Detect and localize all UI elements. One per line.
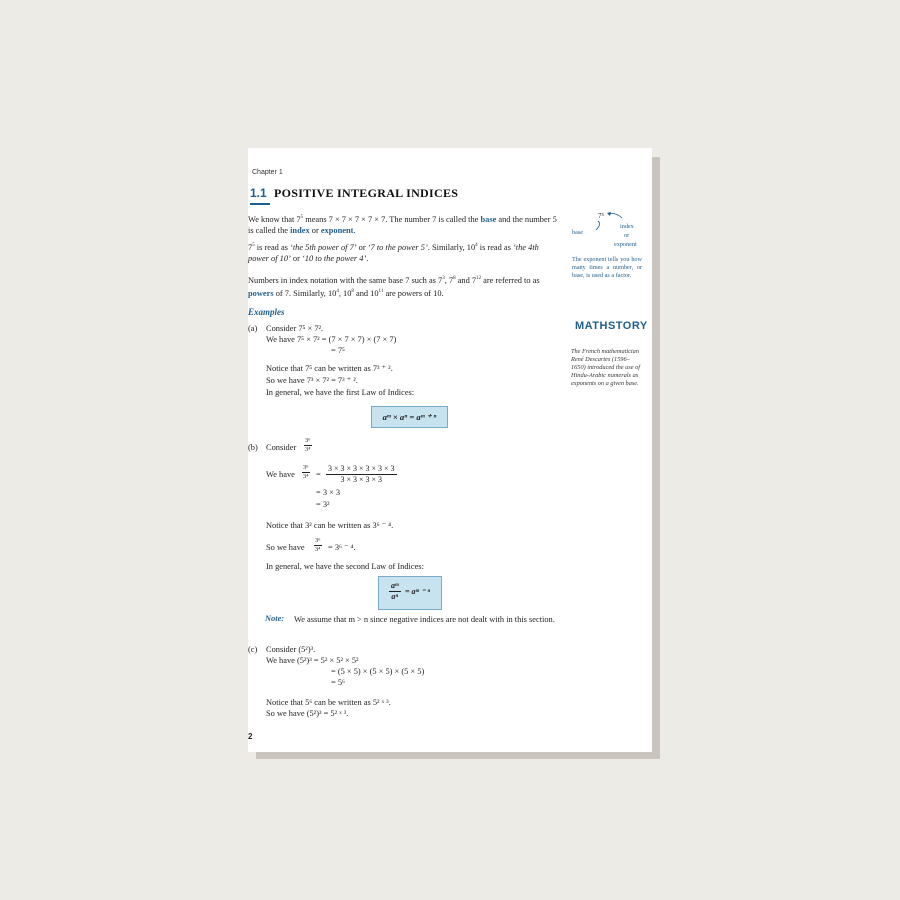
- first-law-box: aᵐ × aⁿ = aᵐ ⁺ ⁿ: [371, 406, 448, 428]
- example-b-expanded-fraction: 3 × 3 × 3 × 3 × 3 × 3 3 × 3 × 3 × 3: [328, 464, 395, 484]
- example-a-line-2: We have 7⁵ × 7² = (7 × 7 × 7) × (7 × 7): [266, 335, 397, 344]
- page-number: 2: [248, 732, 253, 741]
- example-b-equals: =: [316, 470, 321, 479]
- example-c-line-1: Consider (5²)³.: [266, 645, 316, 654]
- second-law-box: aᵐ aⁿ = aᵐ ⁻ ⁿ: [378, 576, 442, 610]
- example-b-line-3: = 3 × 3: [316, 488, 341, 497]
- diagram-arrows: [572, 210, 646, 234]
- example-c-line-3: = (5 × 5) × (5 × 5) × (5 × 5): [331, 667, 425, 676]
- exponent-tip: The exponent tells you how many times a number, or base, is used as a factor.: [572, 256, 642, 279]
- example-b-label: (b): [248, 443, 258, 452]
- mathstory-title: MATHSTORY: [575, 320, 648, 332]
- example-a-line-4: Notice that 7⁵ can be written as 7³ ⁺ ².: [266, 364, 393, 373]
- example-c-line-4: = 5⁶: [331, 678, 345, 687]
- example-b-so: So we have: [266, 543, 305, 552]
- example-b-line-7: In general, we have the second Law of Indices:: [266, 562, 424, 571]
- example-b-fraction-3: 3⁶ 3⁴: [315, 537, 321, 553]
- term-index: index: [290, 225, 310, 235]
- term-base: base: [480, 214, 497, 224]
- term-exponent: exponent: [320, 225, 354, 235]
- intro-paragraph-2: $7^5$ is read as ‘the 5th power of 7’ or ‘7 to the power 5’. Similarly, $10^4$ is read as ‘the 4th power of 10’ or ‘10 to the power 4’.: [248, 242, 539, 263]
- chapter-label: Chapter 1: [252, 169, 283, 176]
- example-c-label: (c): [248, 645, 258, 654]
- example-b-fraction-2: 3⁶ 3⁴: [303, 464, 309, 480]
- example-a-line-3: = 7⁵: [331, 346, 345, 355]
- diagram-label-base: base: [572, 229, 583, 236]
- textbook-page: [248, 148, 652, 752]
- example-b-consider: Consider: [266, 443, 297, 452]
- example-c-line-5: Notice that 5⁶ can be written as 5² ˣ ³.: [266, 698, 391, 707]
- example-a-line-6: In general, we have the first Law of Indices:: [266, 388, 415, 397]
- examples-heading: Examples: [248, 307, 285, 317]
- section-number: 1.1: [250, 186, 267, 200]
- example-b-have: We have: [266, 470, 295, 479]
- term-powers: powers: [248, 288, 274, 298]
- example-a-line-5: So we have 7³ × 7² = 7³ ⁺ ².: [266, 376, 358, 385]
- diagram-label-index: index: [620, 223, 634, 230]
- example-b-so-rhs: = 3⁶ ⁻ ⁴.: [328, 543, 356, 552]
- diagram-label-or: or: [624, 232, 630, 239]
- intro-paragraph-3: Numbers in index notation with the same base 7 such as $7^3$, $7^8$ and $7^{12}$ are referred to as powers of 7. Similarly, $10^4$, $10^8$ and $10^{11}$ are powers of 10.: [248, 275, 540, 298]
- example-b-line-4: = 3²: [316, 500, 330, 509]
- diagram-expression: 7⁵: [598, 212, 604, 220]
- example-a-label: (a): [248, 324, 258, 333]
- example-a-line-1: Consider 7⁵ × 7².: [266, 324, 324, 333]
- example-b-line-5: Notice that 3² can be written as 3⁶ ⁻ ⁴.: [266, 521, 394, 530]
- note-text: We assume that m > n since negative indices are not dealt with in this section.: [294, 615, 555, 624]
- mathstory-text: The French mathematician René Descartes (1596–1650) introduced the use of Hindu-Arabic numerals as exponents on a given base.: [571, 348, 641, 387]
- example-c-line-6: So we have (5²)³ = 5² ˣ ³.: [266, 709, 349, 718]
- intro-paragraph-1: We know that $7^5$ means 7 × 7 × 7 × 7 × 7. The number 7 is called the base and the number 5 is called the index or exponent.: [248, 214, 557, 235]
- example-b-fraction-1: 3⁶ 3⁴: [305, 437, 311, 453]
- note-label: Note:: [265, 614, 285, 623]
- section-rule: [250, 203, 270, 205]
- section-title: POSITIVE INTEGRAL INDICES: [274, 186, 459, 200]
- example-c-line-2: We have (5²)³ = 5² × 5² × 5²: [266, 656, 359, 665]
- diagram-label-exponent: exponent: [614, 241, 637, 248]
